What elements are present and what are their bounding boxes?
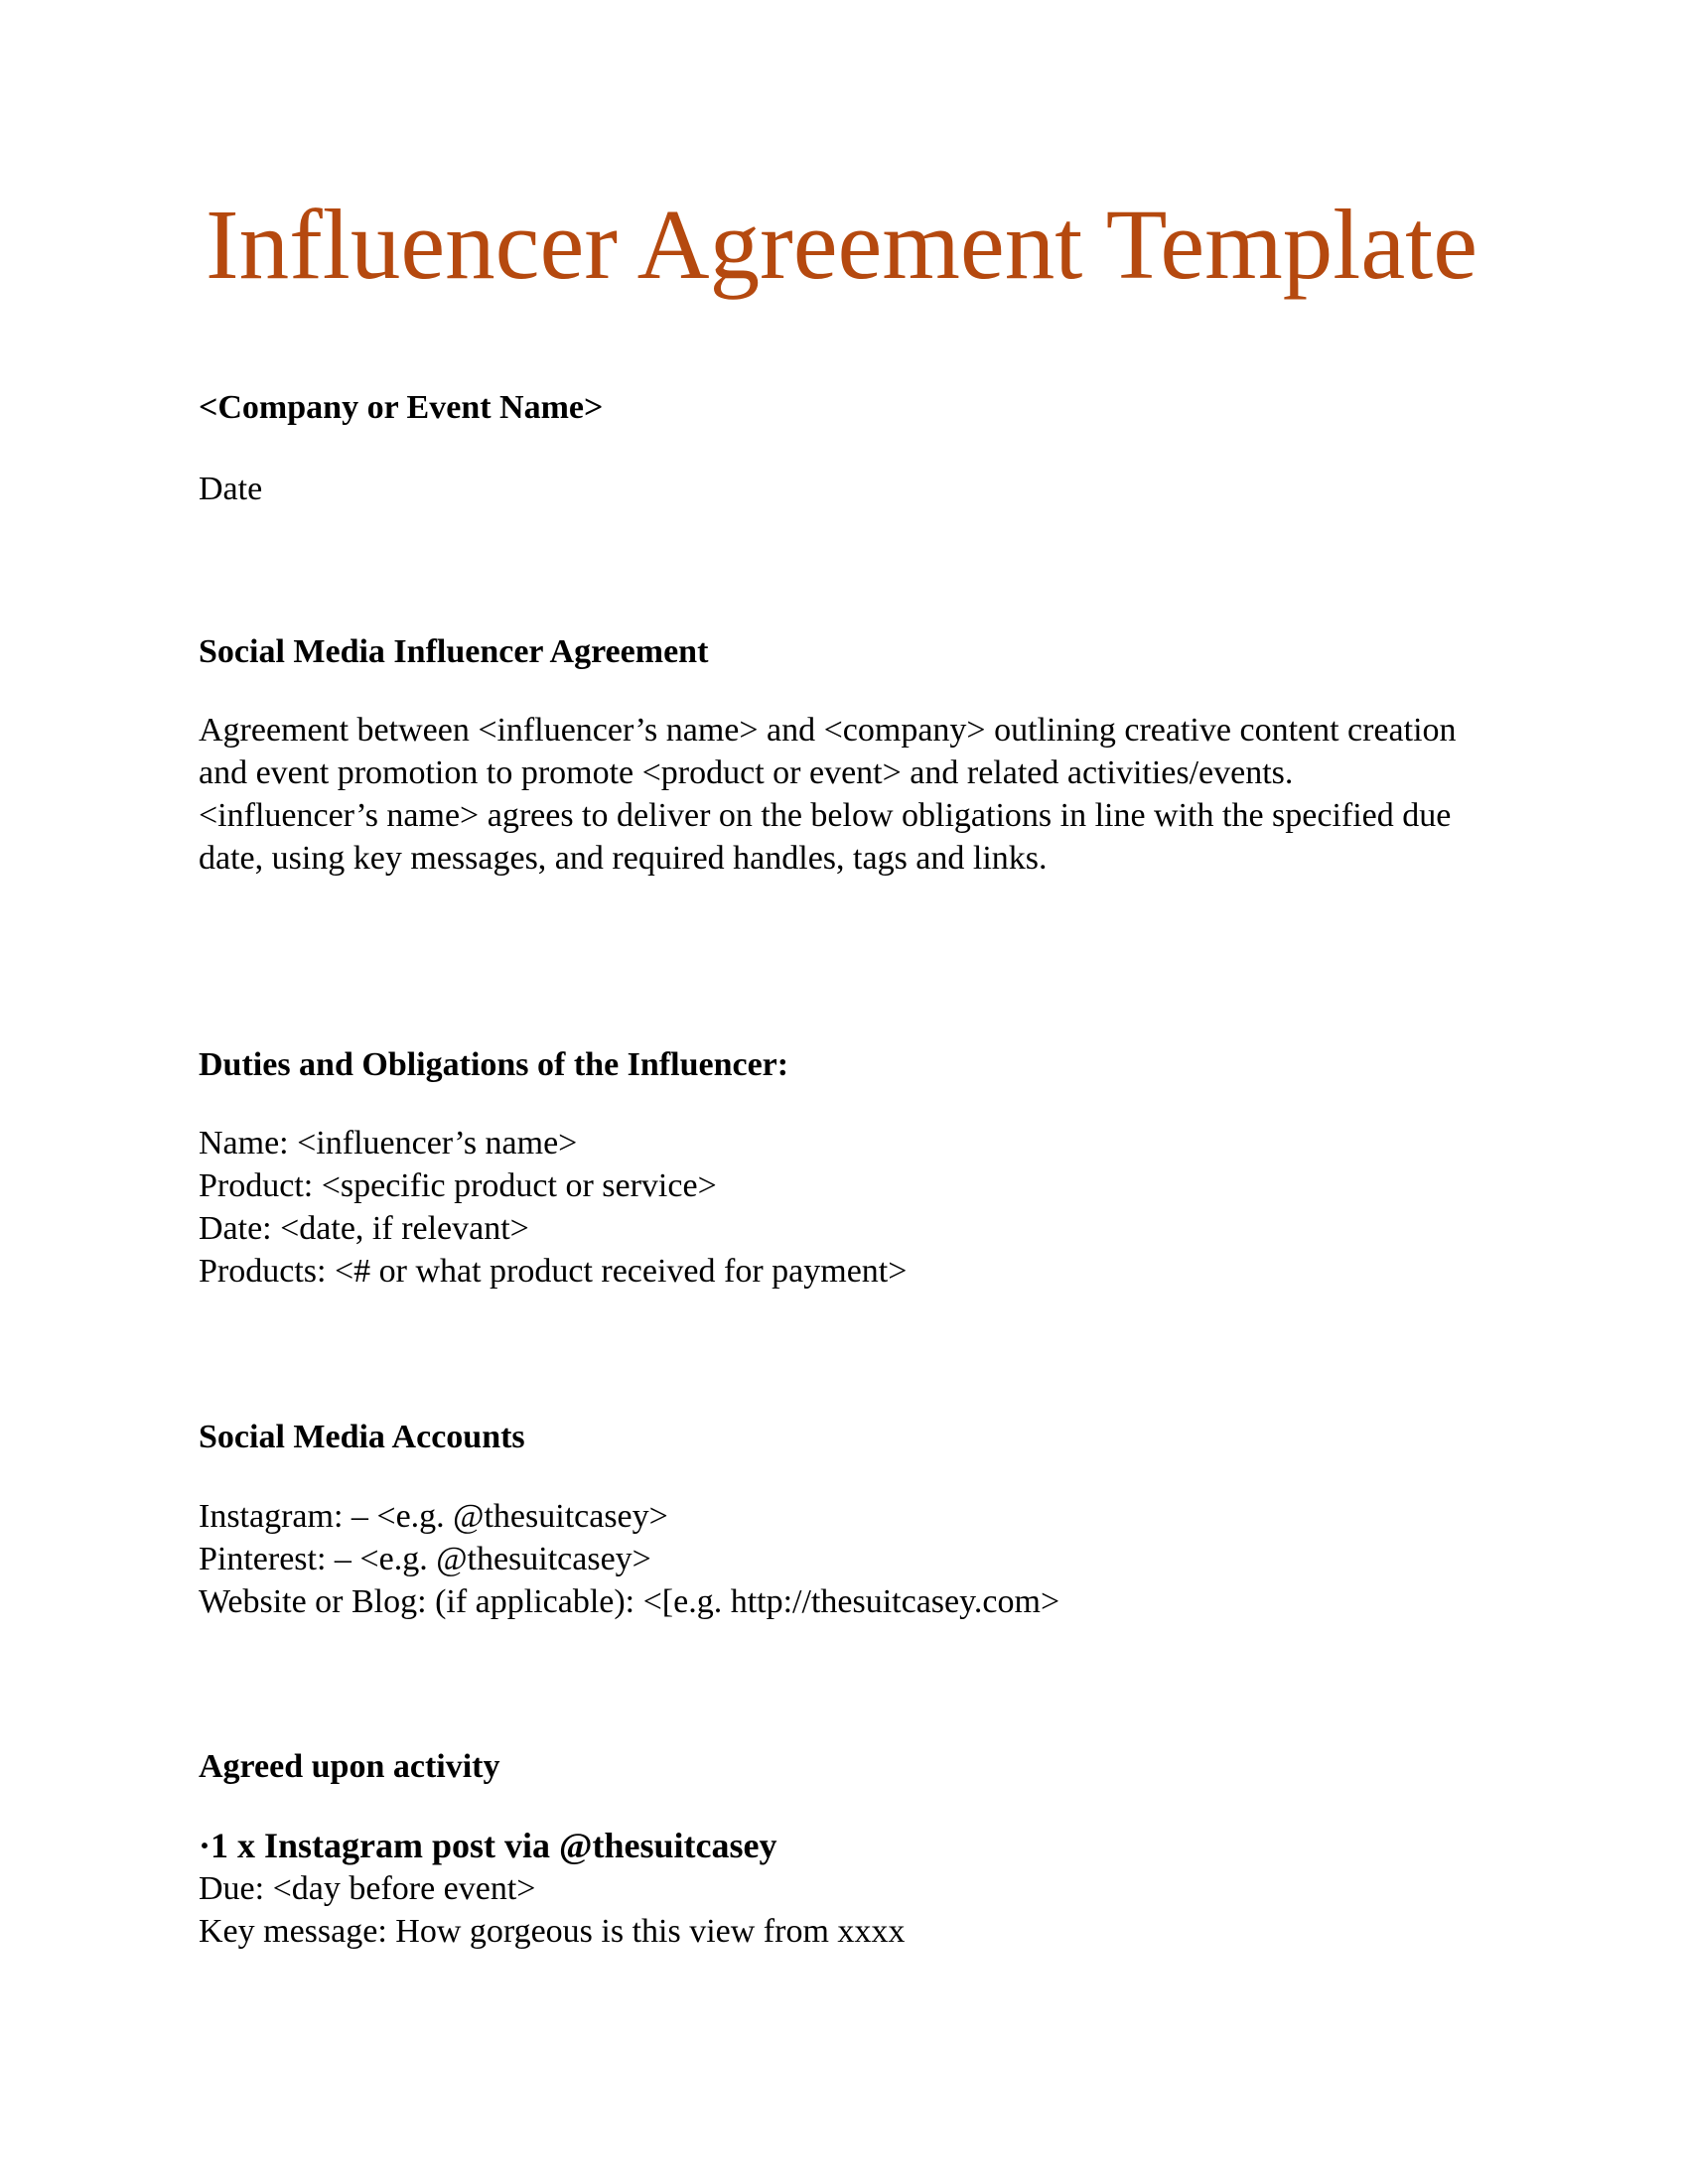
- date-text: Date: [199, 471, 263, 507]
- activity-item-key-message: Key message: How gorgeous is this view from xxxx: [199, 1913, 906, 1950]
- document-title: Influencer Agreement Template: [206, 189, 1478, 300]
- accounts-heading: Social Media Accounts: [199, 1419, 525, 1455]
- duties-line-payment: Products: <# or what product received for payment>: [199, 1253, 908, 1290]
- activity-heading: Agreed upon activity: [199, 1748, 500, 1785]
- agreement-paragraph-1: Agreement between <influencer’s name> and <company> outlining creative content creation and event promotion to promote <product or event> and related activities/events.: [199, 712, 1457, 791]
- activity-item-due: Due: <day before event>: [199, 1870, 536, 1907]
- duties-heading: Duties and Obligations of the Influencer:: [199, 1046, 789, 1083]
- company-name-placeholder: <Company or Event Name>: [199, 389, 604, 426]
- duties-line-date: Date: <date, if relevant>: [199, 1210, 529, 1247]
- agreement-heading: Social Media Influencer Agreement: [199, 633, 709, 670]
- date-label: [199, 468, 1489, 510]
- activity-item-title: ·1 x Instagram post via @thesuitcasey: [199, 1826, 777, 1865]
- activity-item: [199, 1825, 1489, 1953]
- duties-line-product: Product: <specific product or service>: [199, 1167, 717, 1204]
- accounts-line-pinterest: Pinterest: – <e.g. @thesuitcasey>: [199, 1541, 651, 1577]
- agreement-paragraph-2: <influencer’s name> agrees to deliver on the below obligations in line with the specified due date, using key messages, and required handles, tags and links.: [199, 797, 1452, 877]
- agreement-section: [199, 709, 1489, 880]
- duties-line-name: Name: <influencer’s name>: [199, 1125, 578, 1161]
- duties-list: [199, 1122, 1489, 1293]
- accounts-line-instagram: Instagram: – <e.g. @thesuitcasey>: [199, 1498, 668, 1535]
- accounts-list: [199, 1495, 1489, 1623]
- accounts-line-website: Website or Blog: (if applicable): <[e.g. http://thesuitcasey.com>: [199, 1583, 1060, 1620]
